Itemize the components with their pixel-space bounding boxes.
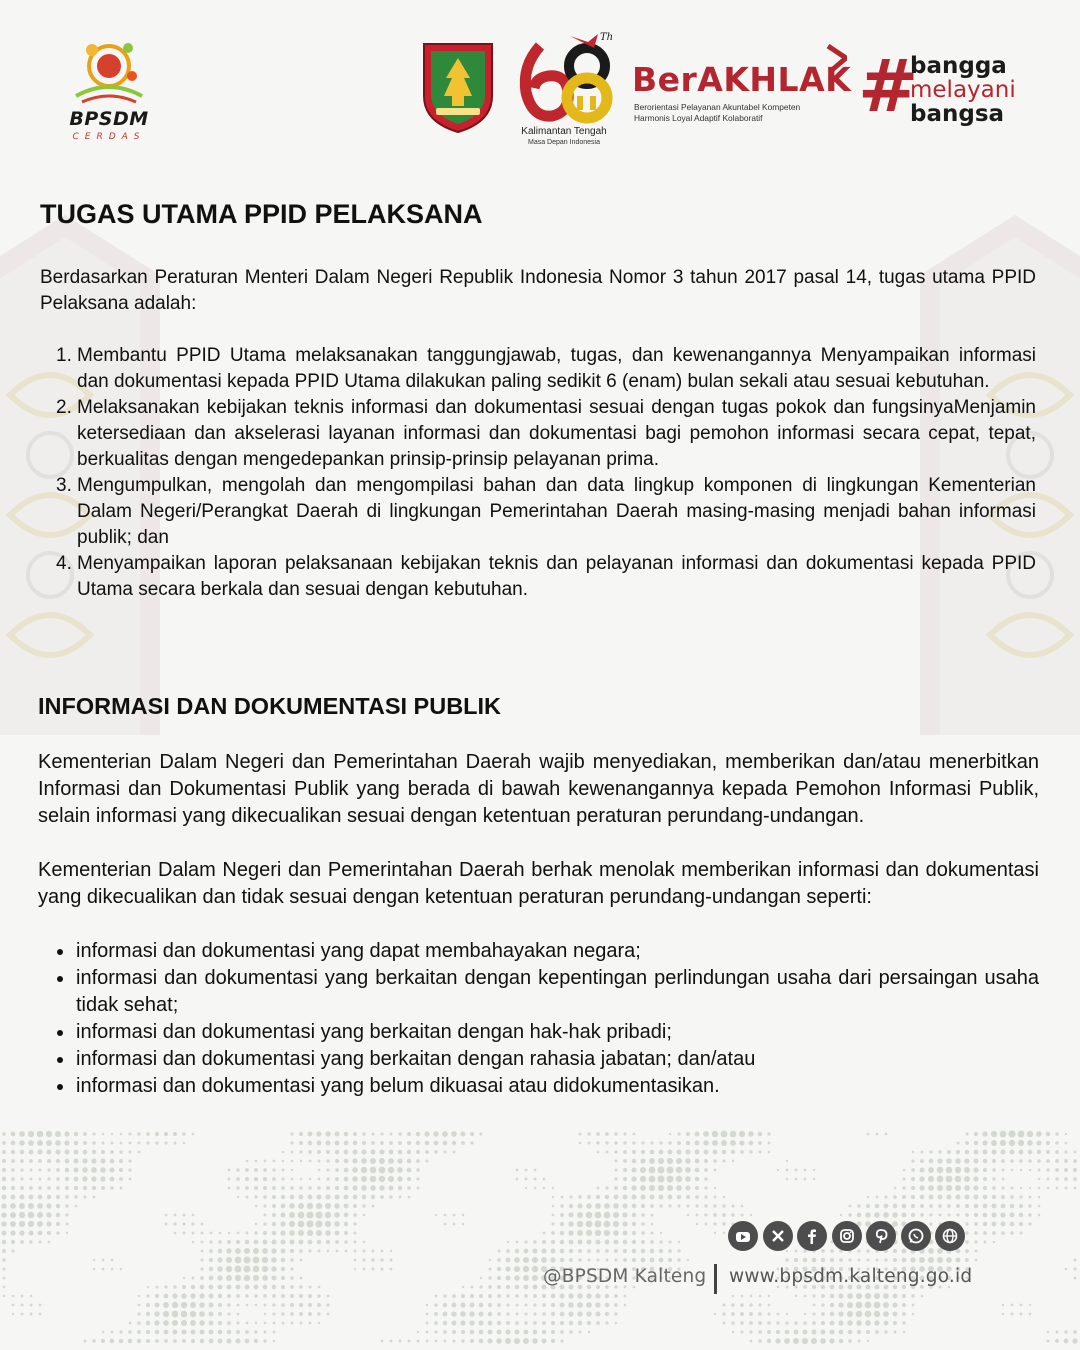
berakhlak-title: BerAKHLAK (632, 60, 852, 99)
footer-handle[interactable]: @BPSDM Kalteng (543, 1266, 707, 1287)
exempted-info-item (38, 1019, 1039, 1046)
bpsdm-logo (62, 36, 156, 146)
berakhlak-subtitle-line2: Harmonis Loyal Adaptif Kolaboratif (634, 113, 763, 123)
anniversary-region: Kalimantan Tengah (521, 126, 607, 137)
bpsdm-wordmark: BPSDM (69, 108, 149, 130)
exempted-info-item (38, 1046, 1039, 1073)
section-1-title: TUGAS UTAMA PPID PELAKSANA (40, 199, 483, 229)
exempted-info-item (38, 1073, 1039, 1100)
task-text: Membantu PPID Utama melaksanakan tanggungjawab, tugas, dan kewenangannya Menyampaikan informasi dan dokumentasi kepada PPID Utama dilakukan paling sedikit 6 (enam) bulan sekali atau sesuai kebutuhan. (77, 345, 1036, 392)
exempted-info-text: informasi dan dokumentasi yang dapat membahayakan negara; (76, 940, 641, 962)
footer-divider (714, 1264, 717, 1294)
task-item (40, 473, 1036, 551)
bullet-icon (57, 976, 63, 982)
task-item (40, 395, 1036, 473)
bpsdm-tagline: CERDAS (72, 132, 146, 142)
kalteng-emblem-icon (422, 38, 494, 134)
exempted-info-item (38, 938, 1039, 965)
globe-icon[interactable] (935, 1221, 965, 1251)
bpsdm-emblem-icon (62, 36, 156, 108)
bangga-hash-symbol: # (858, 44, 919, 128)
task-text: Mengumpulkan, mengolah dan mengompilasi bahan dan data lingkup komponen di lingkungan Kementerian Dalam Negeri/Perangkat Daerah di lingkungan Pemerintahan Daerah masing-masing menjadi bahan informasi publik; dan (77, 475, 1036, 548)
instagram-icon[interactable] (832, 1221, 862, 1251)
x-icon[interactable] (763, 1221, 793, 1251)
task-text: Melaksanakan kebijakan teknis informasi dan dokumentasi sesuai dengan tugas pokok dan fungsinyaMenjamin ketersediaan dan akselerasi layanan informasi dan dokumentasi bagi pemohon informasi secara cepat, tepat, berkualitas dengan mengedepankan prinsip-prinsip pelayanan prima. (77, 397, 1036, 470)
social-media-links (728, 1221, 965, 1251)
berakhlak-logo (632, 44, 852, 128)
anniversary-68-icon (512, 26, 616, 126)
bangga-word-2: melayani (910, 77, 1016, 103)
facebook-icon[interactable] (797, 1221, 827, 1251)
section-2-paragraph-1: Kementerian Dalam Negeri dan Pemerintahan Daerah wajib menyediakan, memberikan dan/atau menerbitkan Informasi dan Dokumentasi Publik yang berada di bawah kewenangannya kepada Pemohon Informasi Publik, selain informasi yang dikecualikan sesuai dengan ketentuan peraturan perundang-undangan. (38, 751, 1039, 827)
bullet-icon (57, 949, 63, 955)
header (0, 0, 1080, 160)
section-1-intro: Berdasarkan Peraturan Menteri Dalam Negeri Republik Indonesia Nomor 3 tahun 2017 pasal 14, tugas utama PPID Pelaksana adalah: (40, 267, 1036, 314)
section-2-paragraph-2: Kementerian Dalam Negeri dan Pemerintahan Daerah berhak menolak memberikan informasi dan dokumentasi yang dikecualikan dan tidak sesuai dengan ketentuan peraturan perundang-undangan seperti: (38, 859, 1039, 908)
bangga-word-1: bangga (910, 53, 1007, 79)
task-number: 4. (56, 553, 72, 574)
kalteng-68-anniversary-logo (512, 26, 616, 150)
task-number: 1. (56, 345, 72, 366)
exempted-info-list (38, 938, 1039, 1100)
exempted-info-text: informasi dan dokumentasi yang berkaitan dengan kepentingan perlindungan usaha dari persaingan usaha tidak sehat; (76, 967, 1039, 1016)
anniversary-tagline: Masa Depan Indonesia (528, 139, 600, 146)
bangga-word-3: bangsa (910, 101, 1005, 127)
pinterest-icon[interactable] (866, 1221, 896, 1251)
section-2-title: INFORMASI DAN DOKUMENTASI PUBLIK (38, 693, 502, 719)
exempted-info-text: informasi dan dokumentasi yang belum dikuasai atau didokumentasikan. (76, 1075, 720, 1097)
task-item (40, 551, 1036, 603)
footer-website-url[interactable]: www.bpsdm.kalteng.go.id (729, 1266, 973, 1287)
bullet-icon (57, 1030, 63, 1036)
youtube-icon[interactable] (728, 1221, 758, 1251)
anniversary-suffix: Th (600, 32, 614, 43)
exempted-info-item (38, 965, 1039, 1019)
task-list (40, 343, 1036, 603)
bullet-icon (57, 1057, 63, 1063)
berakhlak-subtitle-line1: Berorientasi Pelayanan Akuntabel Kompeten (634, 102, 801, 112)
task-number: 2. (56, 397, 72, 418)
exempted-info-text: informasi dan dokumentasi yang berkaitan dengan rahasia jabatan; dan/atau (76, 1048, 756, 1070)
task-text: Menyampaikan laporan pelaksanaan kebijakan teknis dan pelayanan informasi dan dokumentasi kepada PPID Utama secara berkala dan sesuai dengan kebutuhan. (77, 553, 1036, 600)
bullet-icon (57, 1084, 63, 1090)
task-number: 3. (56, 475, 72, 496)
whatsapp-icon[interactable] (901, 1221, 931, 1251)
exempted-info-text: informasi dan dokumentasi yang berkaitan dengan hak-hak pribadi; (76, 1021, 672, 1043)
task-item (40, 343, 1036, 395)
bangga-melayani-bangsa-logo (858, 44, 1033, 132)
